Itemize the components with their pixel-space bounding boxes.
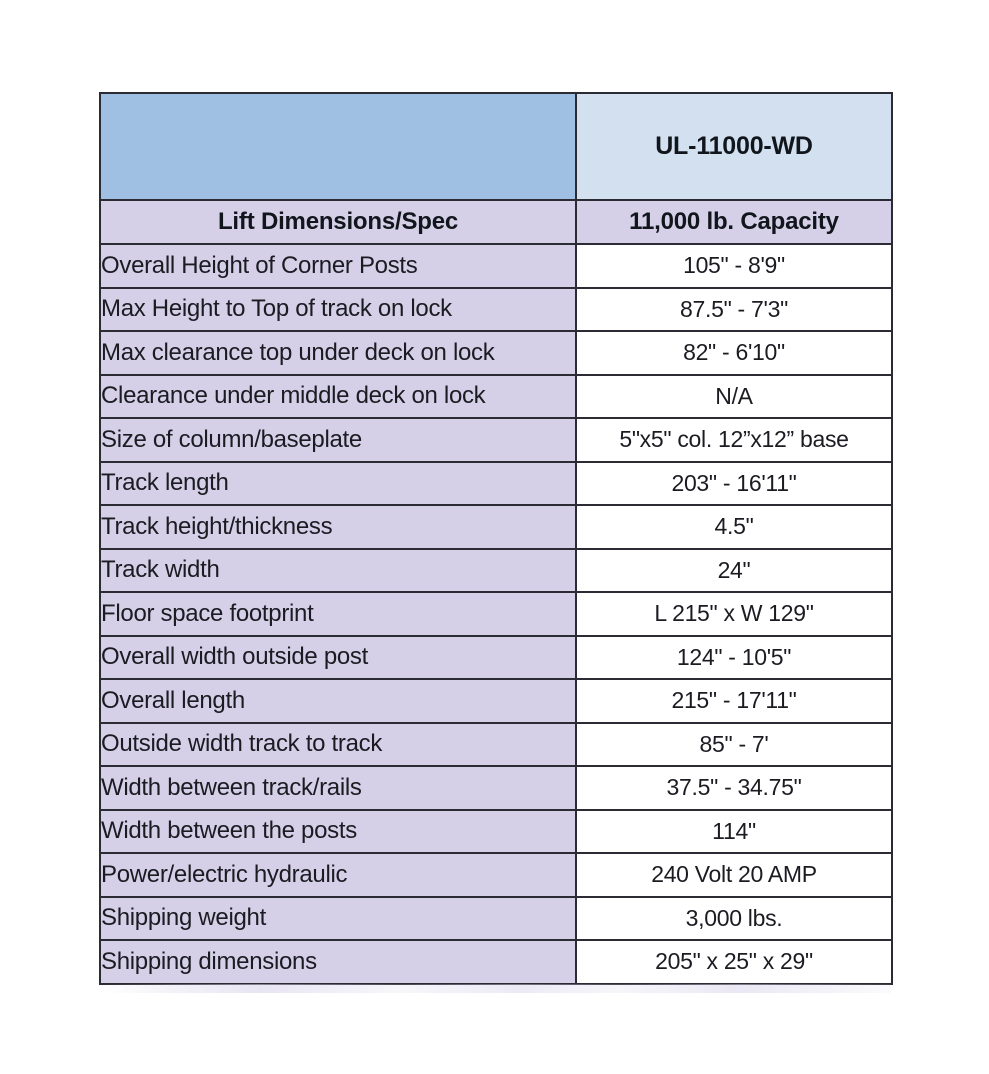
table-row bbox=[100, 636, 892, 680]
table-row bbox=[100, 853, 892, 897]
spec-value: 82" - 6'10" bbox=[576, 331, 892, 375]
spec-value: L 215" x W 129" bbox=[576, 592, 892, 636]
spec-label: Size of column/baseplate bbox=[100, 418, 576, 462]
spec-value: 3,000 lbs. bbox=[576, 897, 892, 941]
table-row bbox=[100, 810, 892, 854]
spec-value: 4.5" bbox=[576, 505, 892, 549]
column-header-label: Lift Dimensions/Spec bbox=[100, 200, 576, 244]
table-row bbox=[100, 592, 892, 636]
spec-label: Shipping dimensions bbox=[100, 940, 576, 984]
spec-label: Track width bbox=[100, 549, 576, 593]
spec-value: 5"x5" col. 12”x12” base bbox=[576, 418, 892, 462]
spec-label: Shipping weight bbox=[100, 897, 576, 941]
table-row bbox=[100, 462, 892, 506]
spec-value: 203" - 16'11" bbox=[576, 462, 892, 506]
spec-label: Max Height to Top of track on lock bbox=[100, 288, 576, 332]
spec-label: Floor space footprint bbox=[100, 592, 576, 636]
spec-value: 37.5" - 34.75" bbox=[576, 766, 892, 810]
banner-row bbox=[100, 93, 892, 200]
spec-label: Width between the posts bbox=[100, 810, 576, 854]
table-row bbox=[100, 940, 892, 984]
spec-value: 205" x 25" x 29" bbox=[576, 940, 892, 984]
spec-value: N/A bbox=[576, 375, 892, 419]
spec-value: 24" bbox=[576, 549, 892, 593]
spec-label: Overall Height of Corner Posts bbox=[100, 244, 576, 288]
spec-value: 87.5" - 7'3" bbox=[576, 288, 892, 332]
model-number-header: UL-11000-WD bbox=[576, 93, 892, 200]
column-headers-row bbox=[100, 200, 892, 244]
table-row bbox=[100, 244, 892, 288]
spec-value: 114" bbox=[576, 810, 892, 854]
table-row bbox=[100, 549, 892, 593]
spec-value: 124" - 10'5" bbox=[576, 636, 892, 680]
spec-label: Max clearance top under deck on lock bbox=[100, 331, 576, 375]
spec-label: Width between track/rails bbox=[100, 766, 576, 810]
spec-value: 85" - 7' bbox=[576, 723, 892, 767]
table-row bbox=[100, 288, 892, 332]
table-row bbox=[100, 766, 892, 810]
spec-label: Outside width track to track bbox=[100, 723, 576, 767]
spec-value: 215" - 17'11" bbox=[576, 679, 892, 723]
spec-label: Overall length bbox=[100, 679, 576, 723]
lift-specifications-table bbox=[99, 92, 893, 985]
spec-label: Track length bbox=[100, 462, 576, 506]
table-row bbox=[100, 418, 892, 462]
spec-value: 240 Volt 20 AMP bbox=[576, 853, 892, 897]
table-row bbox=[100, 505, 892, 549]
table-row bbox=[100, 723, 892, 767]
table-row bbox=[100, 375, 892, 419]
table-row bbox=[100, 679, 892, 723]
column-header-value: 11,000 lb. Capacity bbox=[576, 200, 892, 244]
spec-label: Overall width outside post bbox=[100, 636, 576, 680]
table-row bbox=[100, 331, 892, 375]
spec-label: Clearance under middle deck on lock bbox=[100, 375, 576, 419]
table-row bbox=[100, 897, 892, 941]
table-body bbox=[100, 93, 892, 984]
spec-value: 105" - 8'9" bbox=[576, 244, 892, 288]
spec-label: Track height/thickness bbox=[100, 505, 576, 549]
banner-blank-cell bbox=[100, 93, 576, 200]
table-bottom-shadow-strip bbox=[99, 984, 891, 993]
spec-label: Power/electric hydraulic bbox=[100, 853, 576, 897]
